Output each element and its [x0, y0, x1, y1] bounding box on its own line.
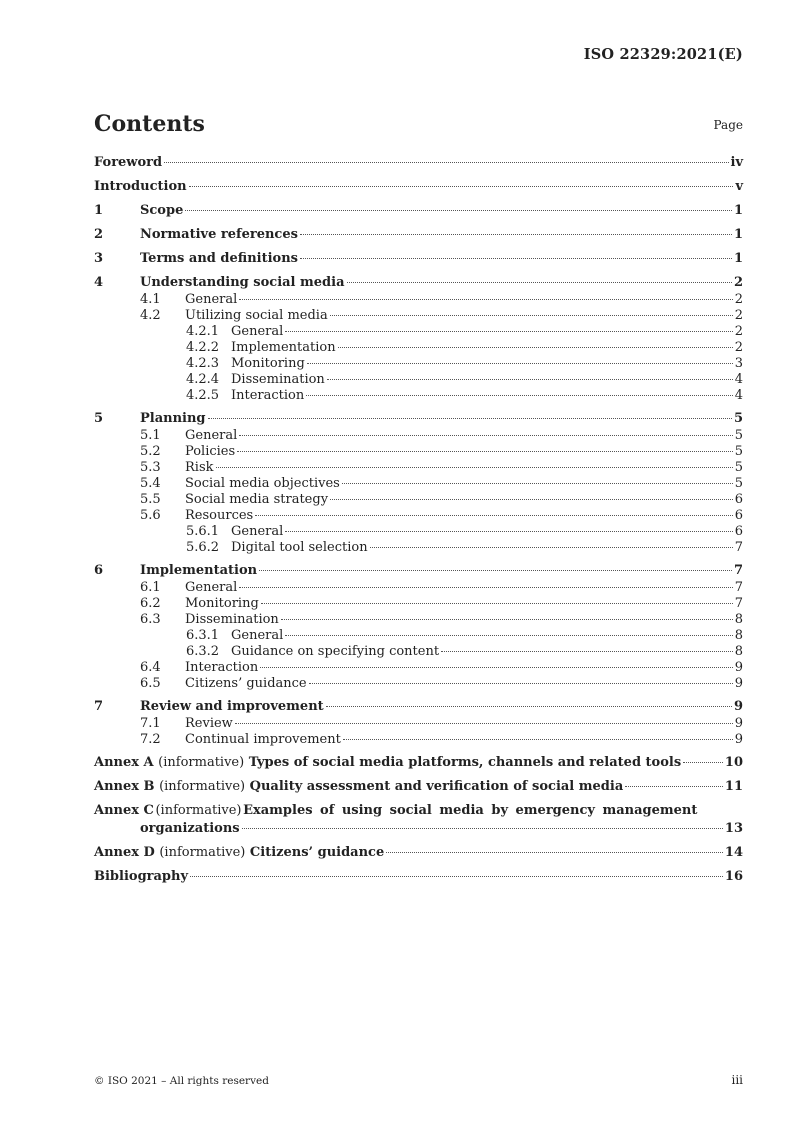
toc-entry-section-2[interactable]	[94, 226, 743, 244]
toc-entry-page: 7	[734, 540, 743, 555]
dot-leader	[327, 379, 733, 380]
toc-entry-section-5-6-2[interactable]	[94, 540, 743, 556]
toc-entry-section-5-4[interactable]	[94, 476, 743, 492]
toc-entry-page: 14	[724, 845, 743, 860]
toc-entry-number: 4.2	[140, 308, 161, 323]
dot-leader	[330, 315, 733, 316]
toc-entry-page: 2	[733, 275, 743, 290]
toc-entry-section-7-2[interactable]	[94, 732, 743, 748]
toc-entry-page: 9	[734, 660, 743, 675]
toc-entry-number: 4.2.2	[186, 340, 220, 355]
toc-entry-page: 2	[734, 340, 743, 355]
toc-entry-section-4-1[interactable]	[94, 292, 743, 308]
toc-entry-title: Bibliography	[94, 869, 189, 884]
dot-leader	[309, 683, 733, 684]
toc-entry-page: 7	[734, 596, 743, 611]
toc-entry-title: Implementation	[140, 563, 258, 578]
toc-entry-annex-b[interactable]	[94, 778, 743, 796]
toc-entry-number: 4.1	[140, 292, 161, 307]
toc-entry-title-line2: organizations	[140, 821, 240, 836]
annex-heading	[94, 802, 743, 820]
toc-entry-title: Monitoring	[185, 596, 259, 611]
annex-label: Annex C	[94, 803, 154, 818]
toc-entry-annex-a[interactable]	[94, 754, 743, 772]
toc-entry-page: 3	[734, 356, 743, 371]
dot-leader	[260, 667, 732, 668]
annex-heading-continuation	[94, 820, 743, 838]
toc-entry-title: General	[185, 428, 238, 443]
toc-entry-page: 5	[733, 411, 743, 426]
dot-leader	[347, 282, 732, 283]
toc-entry-number: 6.1	[140, 580, 161, 595]
toc-entry-title: Social media objectives	[185, 476, 340, 491]
toc-entry-title: Implementation	[231, 340, 336, 355]
toc-entry-title: General	[185, 292, 238, 307]
toc-entry-title: Review and improvement	[140, 699, 324, 714]
toc-entry-title: Dissemination	[231, 372, 325, 387]
toc-entry-section-3[interactable]	[94, 250, 743, 268]
toc-entry-page: 4	[734, 388, 743, 403]
toc-entry-title: Scope	[140, 203, 184, 218]
toc-entry-title: Citizens’ guidance	[249, 845, 385, 860]
toc-entry-number: 7.1	[140, 716, 161, 731]
contents-title: Contents	[94, 111, 205, 137]
toc-entry-number: 6.2	[140, 596, 161, 611]
toc-entry-number: 4.2.5	[186, 388, 220, 403]
toc-entry-section-7[interactable]	[94, 698, 743, 716]
toc-entry-page: 9	[734, 716, 743, 731]
toc-entry-number: 7.2	[140, 732, 161, 747]
dot-leader	[164, 162, 728, 163]
toc-entry-page: 6	[734, 524, 743, 539]
toc-entry-title: Resources	[185, 508, 254, 523]
toc-entry-title: Terms and definitions	[140, 251, 298, 266]
toc-entry-section-6-3-2[interactable]	[94, 644, 743, 660]
page-number: iii	[731, 1073, 743, 1087]
dot-leader	[285, 531, 732, 532]
toc-entry-title: Guidance on specifying content	[231, 644, 440, 659]
toc-entry-section-4-2-5[interactable]	[94, 388, 743, 404]
annex-info: (informative)	[159, 845, 246, 860]
toc-entry-number: 5.3	[140, 460, 161, 475]
toc-entry-title: Interaction	[185, 660, 259, 675]
toc-entry-title-line1: Examples of using social media by emergency management	[243, 803, 698, 818]
toc-entry-page: 8	[734, 612, 743, 627]
toc-entry-title: Social media strategy	[185, 492, 329, 507]
toc-entry-page: 5	[734, 428, 743, 443]
annex-heading	[94, 754, 681, 772]
toc-entry-page: 6	[734, 492, 743, 507]
dot-leader	[326, 706, 732, 707]
toc-entry-title: Foreword	[94, 155, 163, 170]
toc-entry-page: 2	[734, 308, 743, 323]
toc-entry-section-6-2[interactable]	[94, 596, 743, 612]
dot-leader	[281, 619, 733, 620]
dot-leader	[239, 435, 732, 436]
toc-entry-title: General	[185, 580, 238, 595]
toc-entry-page: 1	[733, 203, 743, 218]
toc-entry-page: 7	[734, 580, 743, 595]
toc-entry-title: Normative references	[140, 227, 298, 242]
toc-entry-number: 4.2.1	[186, 324, 220, 339]
toc-entry-number: 5.6	[140, 508, 161, 523]
toc-entry-title: Introduction	[94, 179, 187, 194]
annex-label: Annex B	[94, 779, 155, 794]
toc-entry-section-6-1[interactable]	[94, 580, 743, 596]
toc-entry-number: 5.1	[140, 428, 161, 443]
table-of-contents	[94, 154, 743, 886]
dot-leader	[216, 467, 733, 468]
toc-entry-number: 5.5	[140, 492, 161, 507]
dot-leader	[386, 852, 723, 853]
toc-entry-number: 5.4	[140, 476, 161, 491]
toc-entry-number: 6	[94, 563, 104, 578]
toc-entry-section-4-2-4[interactable]	[94, 372, 743, 388]
toc-entry-number: 1	[94, 203, 104, 218]
toc-entry-page: 4	[734, 372, 743, 387]
toc-entry-section-5-5[interactable]	[94, 492, 743, 508]
line-spacer	[699, 802, 743, 820]
toc-entry-section-6-3-1[interactable]	[94, 628, 743, 644]
toc-entry-title: Risk	[185, 460, 214, 475]
toc-entry-page: 13	[724, 821, 743, 836]
toc-entry-number: 2	[94, 227, 104, 242]
toc-entry-title: General	[231, 628, 284, 643]
toc-entry-page: 5	[734, 476, 743, 491]
dot-leader	[342, 483, 733, 484]
toc-entry-page: 2	[734, 292, 743, 307]
dot-leader	[441, 651, 733, 652]
dot-leader	[185, 210, 732, 211]
dot-leader	[261, 603, 733, 604]
toc-entry-title: General	[231, 524, 284, 539]
dot-leader	[239, 587, 732, 588]
toc-entry-page: 11	[724, 779, 743, 794]
toc-entry-section-7-1[interactable]	[94, 716, 743, 732]
toc-entry-page: 16	[724, 869, 743, 884]
annex-info: (informative)	[155, 803, 242, 818]
toc-entry-section-5-6-1[interactable]	[94, 524, 743, 540]
dot-leader	[306, 395, 732, 396]
toc-entry-title: Types of social media platforms, channels and related tools	[248, 755, 682, 770]
toc-entry-number: 4.2.4	[186, 372, 220, 387]
dot-leader	[300, 258, 732, 259]
toc-entry-section-1[interactable]	[94, 202, 743, 220]
toc-entry-section-4-2-2[interactable]	[94, 340, 743, 356]
toc-entry-title: Review	[185, 716, 233, 731]
dot-leader	[237, 451, 733, 452]
toc-entry-page: 9	[733, 699, 743, 714]
toc-entry-section-4[interactable]	[94, 274, 743, 292]
toc-entry-page: 1	[733, 227, 743, 242]
toc-entry-page: iv	[730, 155, 743, 170]
toc-entry-number: 5.2	[140, 444, 161, 459]
toc-entry-title: Dissemination	[185, 612, 279, 627]
toc-entry-number: 3	[94, 251, 104, 266]
dot-leader	[239, 299, 732, 300]
toc-entry-number: 6.5	[140, 676, 161, 691]
toc-entry-section-5-6[interactable]	[94, 508, 743, 524]
toc-entry-page: 8	[734, 628, 743, 643]
toc-entry-section-5-1[interactable]	[94, 428, 743, 444]
toc-entry-section-4-2-3[interactable]	[94, 356, 743, 372]
toc-entry-title: Digital tool selection	[231, 540, 368, 555]
dot-leader	[190, 876, 723, 877]
dot-leader	[208, 418, 732, 419]
dot-leader	[683, 762, 723, 763]
toc-entry-number: 7	[94, 699, 104, 714]
dot-leader	[285, 331, 732, 332]
toc-entry-page: 5	[734, 444, 743, 459]
toc-entry-title: Quality assessment and verification of social media	[249, 779, 624, 794]
toc-entry-number: 6.3.1	[186, 628, 220, 643]
toc-entry-page: 5	[734, 460, 743, 475]
annex-info: (informative)	[158, 755, 245, 770]
dot-leader	[307, 363, 733, 364]
toc-entry-page: 9	[734, 676, 743, 691]
dot-leader	[285, 635, 732, 636]
annex-info: (informative)	[159, 779, 246, 794]
toc-entry-foreword[interactable]	[94, 154, 743, 172]
toc-entry-section-5[interactable]	[94, 410, 743, 428]
annex-label: Annex A	[94, 755, 154, 770]
toc-entry-section-6-5[interactable]	[94, 676, 743, 692]
toc-entry-page: 2	[734, 324, 743, 339]
toc-entry-section-6-3[interactable]	[94, 612, 743, 628]
toc-entry-section-6[interactable]	[94, 562, 743, 580]
dot-leader	[370, 547, 733, 548]
toc-entry-page: v	[735, 179, 743, 194]
dot-leader	[189, 186, 734, 187]
toc-entry-title: Monitoring	[231, 356, 305, 371]
toc-entry-page: 10	[724, 755, 743, 770]
page-column-label: Page	[713, 118, 743, 132]
toc-entry-number: 4.2.3	[186, 356, 220, 371]
toc-entry-number: 6.3.2	[186, 644, 220, 659]
toc-entry-page: 8	[734, 644, 743, 659]
toc-entry-title: Citizens’ guidance	[185, 676, 307, 691]
toc-entry-annex-c[interactable]	[94, 802, 743, 838]
toc-entry-title: Understanding social media	[140, 275, 345, 290]
toc-entry-section-4-2-1[interactable]	[94, 324, 743, 340]
toc-entry-number: 5	[94, 411, 104, 426]
toc-entry-section-5-2[interactable]	[94, 444, 743, 460]
toc-entry-title: Continual improvement	[185, 732, 341, 747]
toc-entry-title: Interaction	[231, 388, 305, 403]
dot-leader	[300, 234, 732, 235]
annex-heading	[94, 778, 623, 796]
toc-entry-section-6-4[interactable]	[94, 660, 743, 676]
copyright-notice: © ISO 2021 – All rights reserved	[94, 1075, 269, 1087]
toc-entry-bibliography[interactable]	[94, 868, 743, 886]
dot-leader	[235, 723, 733, 724]
annex-heading	[94, 844, 384, 862]
toc-entry-number: 6.3	[140, 612, 161, 627]
dot-leader	[338, 347, 733, 348]
toc-entry-page: 6	[734, 508, 743, 523]
toc-entry-title: Planning	[140, 411, 206, 426]
toc-entry-page: 7	[733, 563, 743, 578]
toc-entry-introduction[interactable]	[94, 178, 743, 196]
toc-entry-section-5-3[interactable]	[94, 460, 743, 476]
document-id-header: ISO 22329:2021(E)	[583, 46, 743, 63]
toc-entry-annex-d[interactable]	[94, 844, 743, 862]
dot-leader	[625, 786, 723, 787]
toc-entry-number: 4	[94, 275, 104, 290]
dot-leader	[343, 739, 733, 740]
toc-entry-title: Utilizing social media	[185, 308, 328, 323]
toc-entry-number: 5.6.1	[186, 524, 220, 539]
toc-entry-page: 9	[734, 732, 743, 747]
dot-leader	[242, 828, 723, 829]
dot-leader	[259, 570, 732, 571]
dot-leader	[330, 499, 733, 500]
toc-entry-section-4-2[interactable]	[94, 308, 743, 324]
dot-leader	[255, 515, 733, 516]
toc-entry-page: 1	[733, 251, 743, 266]
toc-entry-number: 5.6.2	[186, 540, 220, 555]
toc-entry-number: 6.4	[140, 660, 161, 675]
toc-entry-title: General	[231, 324, 284, 339]
annex-label: Annex D	[94, 845, 155, 860]
toc-entry-title: Policies	[185, 444, 236, 459]
